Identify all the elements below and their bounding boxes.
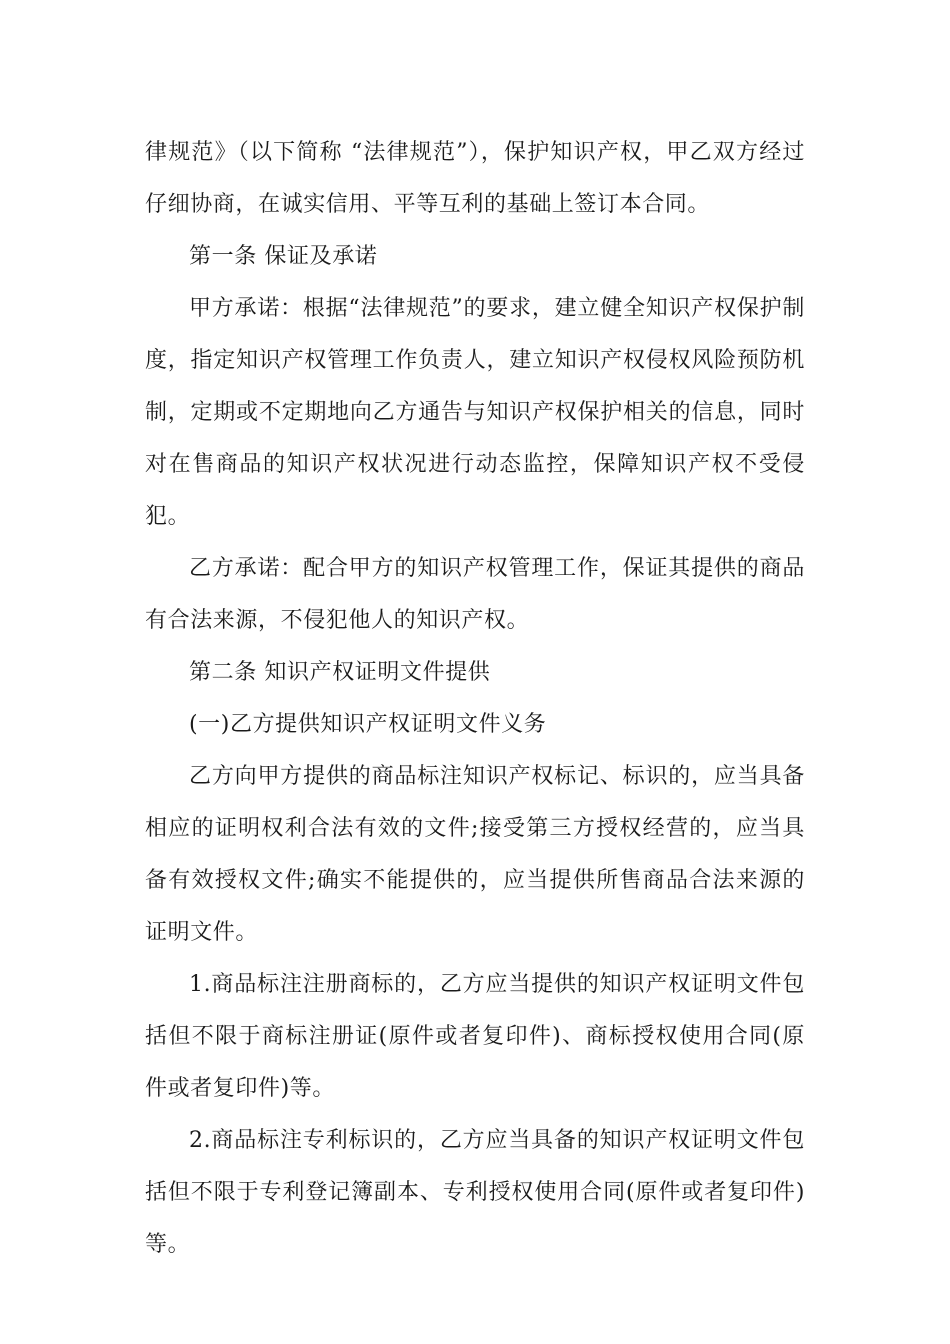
party-b-document-obligation: 乙方向甲方提供的商品标注知识产权标记、标识的，应当具备相应的证明权利合法有效的文件;接受第三方授权经营的，应当具备有效授权文件;确实不能提供的，应当提供所售商品合法来源的证明文件。 <box>145 764 805 945</box>
section-1-heading: (一)乙方提供知识产权证明文件义务 <box>189 712 547 737</box>
clause-trademark: 1.商品标注注册商标的，乙方应当提供的知识产权证明文件包括但不限于商标注册证(原件或者复印件)、商标授权使用合同(原件或者复印件)等。 <box>145 972 805 1101</box>
party-a-commitment: 甲方承诺：根据“法律规范”的要求，建立健全知识产权保护制度，指定知识产权管理工作负责人，建立知识产权侵权风险预防机制，定期或不定期地向乙方通告与知识产权保护相关的信息，同时对在售商品的知识产权状况进行动态监控，保障知识产权不受侵犯。 <box>145 296 805 529</box>
party-b-commitment: 乙方承诺：配合甲方的知识产权管理工作，保证其提供的商品有合法来源，不侵犯他人的知识产权。 <box>145 556 805 633</box>
document-page <box>145 127 805 1271</box>
article-1-heading: 第一条 保证及承诺 <box>189 244 378 269</box>
clause-patent: 2.商品标注专利标识的，乙方应当具备的知识产权证明文件包括但不限于专利登记簿副本、专利授权使用合同(原件或者复印件)等。 <box>145 1128 805 1257</box>
article-2-heading: 第二条 知识产权证明文件提供 <box>189 660 491 685</box>
paragraph-intro-continuation: 律规范》（以下简称 “法律规范”），保护知识产权，甲乙双方经过仔细协商，在诚实信用、平等互利的基础上签订本合同。 <box>145 140 805 217</box>
